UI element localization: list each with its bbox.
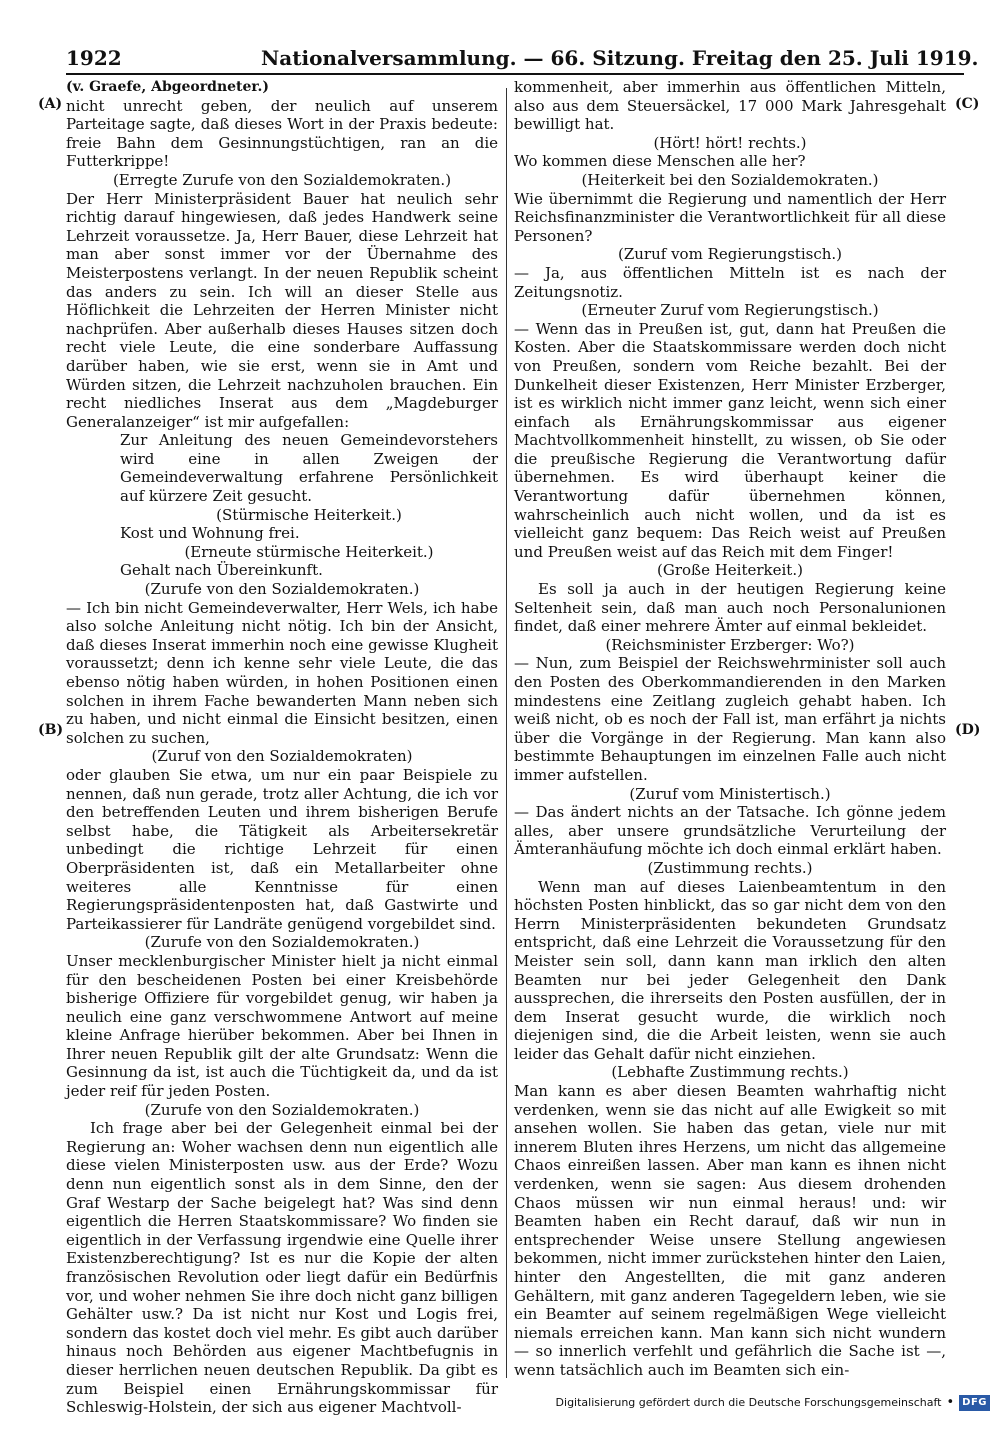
paragraph: Wenn man auf dieses Laienbeamtentum in den höchsten Posten hinblickt, das so gar nicht dem von den Herrn Ministerpräsidenten bekundeten Grundsatz entspricht, daß eine Lehrzeit die Voraussetzung für den Meister sein soll, dann kann man irklich den alten Beamten nur bei jeder Gelegenheit den Dank aussprechen, die ihrerseits den Posten ausfüllen, der in dem Inserat gesucht wurde, die wirklich noch diejenigen sind, die die Arbeit leisten, wenn sie auch leider das Gehalt dafür nicht einziehen. [514, 877, 946, 1063]
interjection: (Reichsminister Erzberger: Wo?) [605, 635, 855, 654]
interjection: (Zurufe von den Sozialdemokraten.) [144, 933, 420, 952]
dfg-logo-icon: DFG [959, 1395, 990, 1411]
interjection: (Zustimmung rechts.) [647, 858, 813, 877]
credit-separator: • [946, 1395, 955, 1410]
paragraph: Es soll ja auch in der heutigen Regierung keine Seltenheit sein, daß man auch noch Personalunionen findet, daß einer mehrere Ämter auf einmal bekleidet. [514, 580, 946, 636]
interjection: (Zuruf vom Regierungstisch.) [617, 245, 843, 264]
paragraph: — Ich bin nicht Gemeindeverwalter, Herr Wels, ich habe also solche Anleitung nicht nötig. Ich bin der Ansicht, daß dieses Inserat immerhin noch eine gewisse Klugheit voraussetzt; denn ich kenne sehr viele Leute, die das ebenso nötig haben würden, in hohen Positionen einen solchen in ihrem Fache bewanderten Mann neben sich zu haben, und nicht einmal die Einsicht besitzen, einen solchen zu suchen, [66, 598, 498, 747]
column-divider [506, 88, 507, 1378]
left-column [66, 78, 498, 1417]
paragraph: Ich frage aber bei der Gelegenheit einmal bei der Regierung an: Woher wachsen denn nun eigentlich alle diese vielen Ministerposten usw. aus der Erde? Wozu denn nun eigentlich sonst als in dem Sinne, den der Graf Westarp der Sache beigelegt hat? Was sind denn eigentlich die Herren Staatskommissare? Wo finden sie eigentlich in der Verfassung irgendwie eine Quelle ihrer Existenzberechtigung? Ist es nur die Kopie der alten französischen Revolution oder liegt dafür ein Bedürfnis vor, und woher nehmen Sie ihre doch nicht ganz billigen Gehälter usw.? Da ist nicht nur Kost und Logis frei, sondern das kostet doch viel mehr. Es gibt auch darüber hinaus noch Behörden aus eigener Machtbefugnis in dieser herrlichen neuen deutschen Republik. Da gibt es zum Beispiel einen Ernährungskommissar für Schleswig-Holstein, der sich aus eigener Machtvoll- [66, 1119, 498, 1417]
paragraph: — Nun, zum Beispiel der Reichswehrminister soll auch den Posten des Oberkommandierenden in den Marken mindestens eine Zeitlang zugleich gehabt haben. Ich weiß nicht, ob es noch der Fall ist, man erfährt ja nichts über die Vorgänge in der Regierung. Man kann also bestimmte Behauptungen im einzelnen Falle auch nicht immer aufstellen. [514, 654, 946, 784]
interjection: (Hört! hört! rechts.) [653, 133, 807, 152]
interjection: (Erregte Zurufe von den Sozialdemokraten.) [112, 170, 452, 189]
paragraph: — Ja, aus öffentlichen Mitteln ist es nach der Zeitungsnotiz. [514, 263, 946, 301]
paragraph: Der Herr Ministerpräsident Bauer hat neulich sehr richtig darauf hingewiesen, daß jedes Handwerk seine Lehrzeit voraussetze. Ja, Herr Bauer, diese Lehrzeit hat man aber sonst immer vor der Übernahme des Meisterpostens verlangt. In der neuen Republik scheint das anders zu sein. Ich will an dieser Stelle aus Höflichkeit die Lehrzeiten der Herren Minister nicht nachprüfen. Aber außerhalb dieses Hauses sitzen doch recht viele Leute, die eine sonderbare Auffassung darüber haben, wie sie erst, wenn sie in Amt und Würden sitzen, die Lehrzeit nachzuholen brauchen. Ein recht niedliches Inserat aus dem „Magdeburger Generalanzeiger“ ist mir aufgefallen: [66, 189, 498, 431]
speaker-label: (v. Graefe, Abgeordneter.) [66, 79, 269, 95]
interjection: (Lebhafte Zustimmung rechts.) [611, 1063, 849, 1082]
quoted-advertisement: Kost und Wohnung frei. [120, 524, 300, 543]
page-header-title: Nationalversammlung. — 66. Sitzung. Freitag den 25. Juli 1919. [261, 46, 979, 70]
page-header [66, 44, 979, 72]
paragraph: — Wenn das in Preußen ist, gut, dann hat Preußen die Kosten. Aber die Staatskommissare werden doch nicht von Preußen, sondern vom Reiche bezahlt. Bei der Dunkelheit dieser Existenzen, Herr Minister Erzberger, ist es wirklich nicht immer ganz leicht, wenn sich einer einfach als Ernährungskommissar aus eigener Machtvollkommenheit hinstellt, zu wissen, ob Sie oder die preußische Regierung die Verantwortung dafür übernehmen. Es wird überhaupt keiner die Verantwortung dafür übernehmen können, wahrscheinlich auch nicht wollen, und da ist es vielleicht ganz bequem: Das Reich weist auf Preußen und Preußen weist auf das Reich mit dem Finger! [514, 319, 946, 561]
interjection: (Stürmische Heiterkeit.) [216, 505, 402, 524]
paragraph: nicht unrecht geben, der neulich auf unserem Parteitage sagte, daß dieses Wort in der Praxis bedeute: freie Bahn dem Gesinnungstüchtigen, ran an die Futterkrippe! [66, 96, 498, 171]
interjection: (Zuruf von den Sozialdemokraten) [151, 747, 413, 766]
interjection: (Zuruf vom Ministertisch.) [629, 784, 831, 803]
margin-mark-d: (D) [955, 722, 981, 738]
paragraph: Man kann es aber diesen Beamten wahrhaftig nicht verdenken, wenn sie das nicht auf alle Ewigkeit so mit ansehen wollen. Sie haben das getan, viele nur mit innerem Bluten ihres Herzens, um nicht das allgemeine Chaos einreißen lassen. Aber man kann es ihnen nicht verdenken, wenn sie sagen: Aus diesem drohenden Chaos müssen wir nun einmal heraus! und: wir Beamten haben ein Recht darauf, daß wir nun in entsprechender Weise unsere Stellung angewiesen bekommen, nicht immer zurückstehen hinter den Laien, hinter den Angestellten, die mit ganz anderen Gehältern, mit ganz anderen Tagegeldern leben, wie sie ein Beamter auf seinem regelmäßigen Wege vielleicht niemals erreichen kann. Man kann sich nicht wundern — so innerlich verfehlt und gefährlich die Sache ist —, wenn tatsächlich auch im Beamten sich ein- [514, 1082, 946, 1379]
margin-mark-b: (B) [38, 722, 64, 738]
digitization-credit [556, 1394, 990, 1412]
paragraph: Wo kommen diese Menschen alle her? [514, 152, 806, 171]
header-rule [66, 73, 964, 75]
paragraph: Unser mecklenburgischer Minister hielt ja nicht einmal für den bescheidenen Posten bei einer Kreisbehörde bisherige Offiziere für vorgebildet genug, wir haben ja neulich eine ganz verschwommene Antwort auf meine kleine Anfrage hierüber bekommen. Aber bei Ihnen in Ihrer neuen Republik gilt der alte Grundsatz: Wenn die Gesinnung da ist, ist auch die Tüchtigkeit da, und da ist jeder reif für jeden Posten. [66, 951, 498, 1101]
interjection: (Erneuter Zuruf vom Regierungstisch.) [581, 301, 879, 320]
right-column [514, 78, 946, 1383]
interjection: (Zurufe von den Sozialdemokraten.) [144, 1100, 420, 1119]
interjection: (Heiterkeit bei den Sozialdemokraten.) [581, 170, 879, 189]
quoted-advertisement: Zur Anleitung des neuen Gemeindevorstehers wird eine in allen Zweigen der Gemeindeverwaltung erfahrene Persönlichkeit auf kürzere Zeit gesucht. [120, 431, 498, 506]
interjection: (Große Heiterkeit.) [657, 561, 803, 580]
margin-mark-c: (C) [955, 96, 980, 112]
credit-text: Digitalisierung gefördert durch die Deutsche Forschungsgemeinschaft [555, 1396, 942, 1409]
interjection: (Zurufe von den Sozialdemokraten.) [144, 580, 420, 599]
interjection: (Erneute stürmische Heiterkeit.) [184, 542, 434, 561]
paragraph: — Das ändert nichts an der Tatsache. Ich gönne jedem alles, aber unsere grundsätzliche Verurteilung der Ämteranhäufung möchte ich doch einmal erklärt haben. [514, 803, 946, 859]
margin-mark-a: (A) [38, 96, 63, 112]
paragraph: oder glauben Sie etwa, um nur ein paar Beispiele zu nennen, daß nun gerade, trotz aller Achtung, die ich vor den betreffenden Leuten und ihrem bisherigen Berufe selbst habe, die Tätigkeit als Arbeitersekretär unbedingt die richtige Lehrzeit für einen Oberpräsidenten ist, daß ein Metallarbeiter ohne weiteres alle Kenntnisse für einen Regierungspräsidentenposten hat, daß Gastwirte und Parteikassierer für Landräte genügend vorgebildet sind. [66, 765, 498, 933]
quoted-advertisement: Gehalt nach Übereinkunft. [120, 561, 323, 580]
paragraph: kommenheit, aber immerhin aus öffentlichen Mitteln, also aus dem Steuersäckel, 17 000 Mark Jahresgehalt bewilligt hat. [514, 78, 946, 134]
page-number: 1922 [66, 46, 122, 70]
paragraph: Wie übernimmt die Regierung und namentlich der Herr Reichsfinanzminister die Verantwortlichkeit für all diese Personen? [514, 189, 946, 245]
